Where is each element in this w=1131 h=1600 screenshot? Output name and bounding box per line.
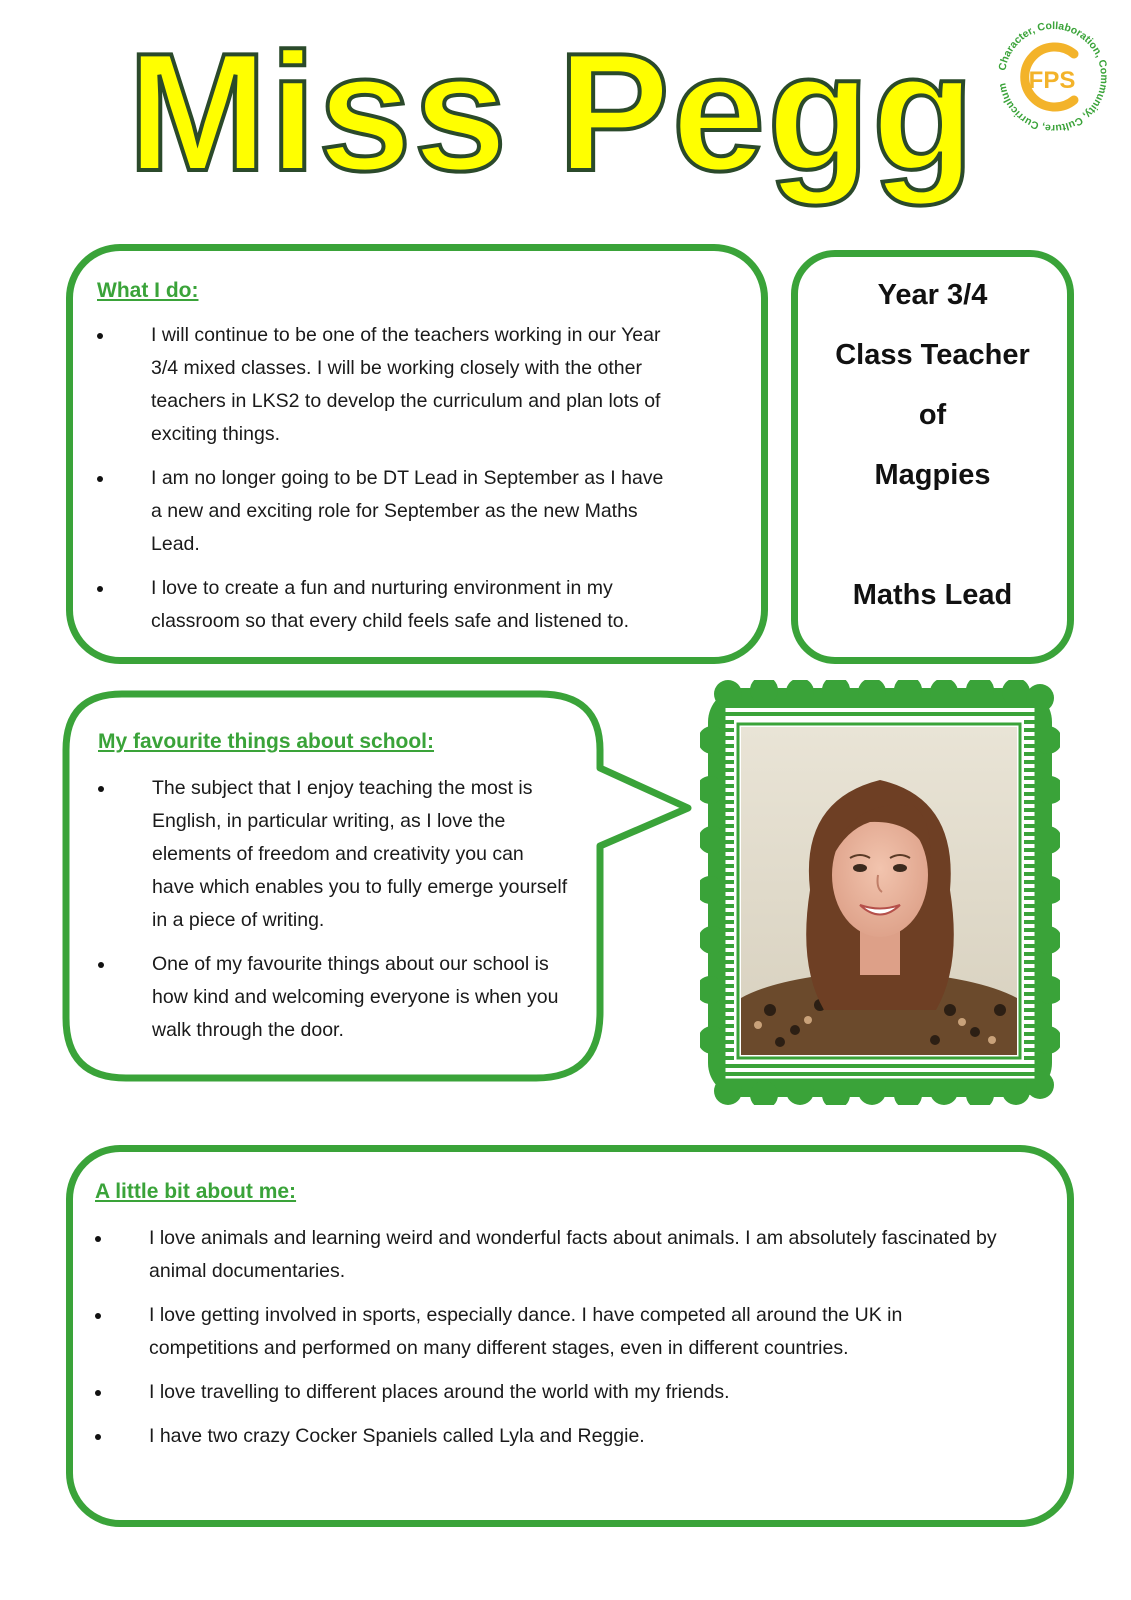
role-year: Year 3/4 (877, 279, 988, 311)
what-i-do-list (97, 319, 677, 649)
role-class-name: Magpies (874, 459, 991, 491)
list-item: I am no longer going to be DT Lead in September as I have a new and exciting role for September as the new Maths Lead. (97, 462, 677, 561)
school-logo (992, 16, 1114, 138)
page-title (0, 18, 1131, 218)
photo-frame (700, 680, 1060, 1105)
favourite-list (98, 772, 568, 1058)
logo-ring-text: Character, Collaboration, Community, Culture, Curriculum (996, 19, 1111, 135)
title-text: Miss Pegg (127, 18, 977, 206)
list-item: The subject that I enjoy teaching the most is English, in particular writing, as I love the elements of freedom and creativity you can have which enables you to fully emerge yourself in a piece of writing. (98, 772, 568, 937)
list-item: I have two crazy Cocker Spaniels called Lyla and Reggie. (95, 1420, 1015, 1453)
role-class-teacher: Class Teacher (835, 339, 1030, 371)
logo-monogram: FPS (1028, 67, 1076, 94)
role-of: of (918, 399, 947, 431)
role-panel (791, 250, 1074, 664)
list-item: One of my favourite things about our school is how kind and welcoming everyone is when you walk through the door. (98, 948, 568, 1047)
about-me-list (95, 1222, 1015, 1464)
what-i-do-heading: What I do: (97, 279, 199, 302)
about-me-panel (66, 1145, 1074, 1527)
list-item: I love getting involved in sports, especially dance. I have competed all around the UK in competitions and performed on many different stages, even in different countries. (95, 1299, 1015, 1365)
list-item: I love to create a fun and nurturing environment in my classroom so that every child feels safe and listened to. (97, 572, 677, 638)
list-item: I love travelling to different places around the world with my friends. (95, 1376, 1015, 1409)
about-me-heading: A little bit about me: (95, 1180, 297, 1203)
teacher-photo (741, 727, 1017, 1055)
list-item: I love animals and learning weird and wonderful facts about animals. I am absolutely fascinated by animal documentaries. (95, 1222, 1015, 1288)
list-item: I will continue to be one of the teachers working in our Year 3/4 mixed classes. I will be working closely with the other teachers in LKS2 to develop the curriculum and plan lots of exciting things. (97, 319, 677, 451)
what-i-do-panel (66, 244, 768, 664)
role-maths-lead: Maths Lead (852, 579, 1013, 611)
favourite-heading: My favourite things about school: (98, 730, 435, 753)
